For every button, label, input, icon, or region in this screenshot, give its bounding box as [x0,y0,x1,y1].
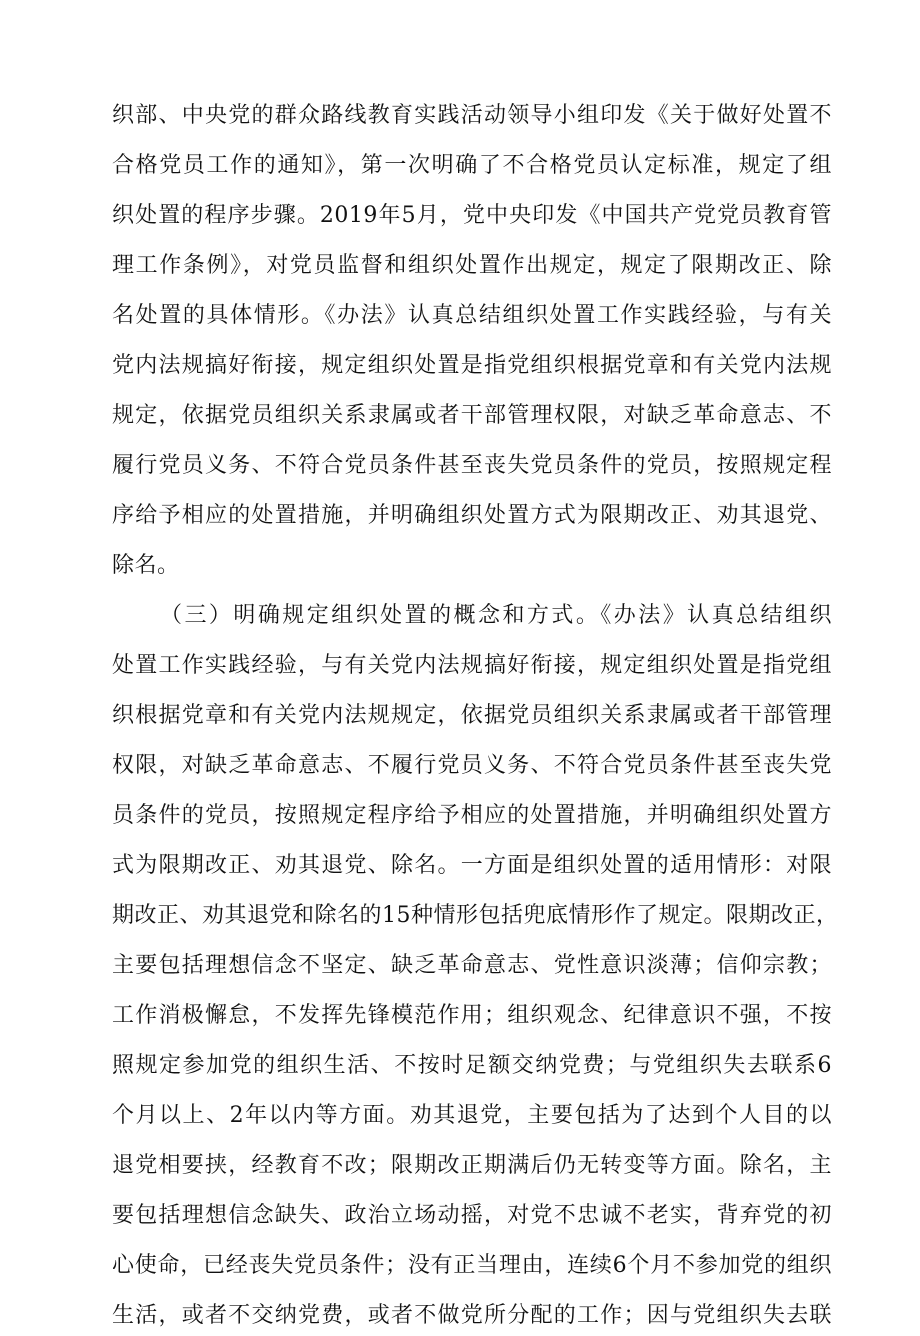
text-line-21: 个月以上、2年以内等方面。劝其退党，主要包括为了达到个人目的以 [112,1103,832,1128]
text-line-16: 式为限期改正、劝其退党、除名。一方面是组织处置的适用情形：对限 [112,853,832,878]
text-line-14: 权限，对缺乏革命意志、不履行党员义务、不符合党员条件甚至丧失党 [112,753,832,778]
text-line-9: 序给予相应的处置措施，并明确组织处置方式为限期改正、劝其退党、 [112,503,832,528]
text-line-19: 工作消极懈怠，不发挥先锋模范作用；组织观念、纪律意识不强，不按 [112,1003,832,1028]
text-line-2: 合格党员工作的通知》，第一次明确了不合格党员认定标准，规定了组 [112,153,832,178]
text-line-3: 织处置的程序步骤。2019年5月，党中央印发《中国共产党党员教育管 [112,203,832,228]
text-line-5: 名处置的具体情形。《办法》认真总结组织处置工作实践经验，与有关 [112,303,832,328]
text-line-1: 织部、中央党的群众路线教育实践活动领导小组印发《关于做好处置不 [112,103,832,128]
section-heading-line: （三）明确规定组织处置的概念和方式。《办法》认真总结组织 [160,603,832,628]
text-line-18: 主要包括理想信念不坚定、缺乏革命意志、党性意识淡薄；信仰宗教； [112,953,832,978]
text-line-8: 履行党员义务、不符合党员条件甚至丧失党员条件的党员，按照规定程 [112,453,832,478]
text-line-6: 党内法规搞好衔接，规定组织处置是指党组织根据党章和有关党内法规 [112,353,832,378]
text-line-13: 织根据党章和有关党内法规规定，依据党员组织关系隶属或者干部管理 [112,703,832,728]
text-line-20: 照规定参加党的组织生活、不按时足额交纳党费；与党组织失去联系6 [112,1053,832,1078]
text-line-22: 退党相要挟，经教育不改；限期改正期满后仍无转变等方面。除名，主 [112,1153,832,1178]
text-line-17: 期改正、劝其退党和除名的15种情形包括兜底情形作了规定。限期改正， [112,903,839,928]
text-line-24: 心使命，已经丧失党员条件；没有正当理由，连续6个月不参加党的组织 [112,1253,832,1278]
text-line-23: 要包括理想信念缺失、政治立场动摇，对党不忠诚不老实，背弃党的初 [112,1203,832,1228]
text-line-12: 处置工作实践经验，与有关党内法规搞好衔接，规定组织处置是指党组 [112,653,832,678]
text-line-10: 除名。 [112,553,180,578]
text-line-15: 员条件的党员，按照规定程序给予相应的处置措施，并明确组织处置方 [112,803,832,828]
text-line-4: 理工作条例》，对党员监督和组织处置作出规定，规定了限期改正、除 [112,253,832,278]
text-line-7: 规定，依据党员组织关系隶属或者干部管理权限，对缺乏革命意志、不 [112,403,832,428]
text-line-25: 生活，或者不交纳党费，或者不做党所分配的工作；因与党组织失去联 [112,1303,832,1328]
